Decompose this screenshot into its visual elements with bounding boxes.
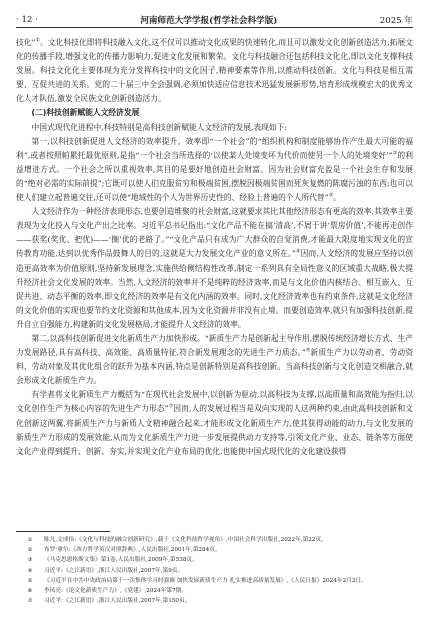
footnote-mark: ⑤ [27,577,33,584]
body-paragraph [16,388,413,458]
publication-year: 2025 年 [379,16,413,26]
footnote-marker: ③ [328,192,334,199]
footnote-text: 《习近平在中共中央政治局第十一次集体学习时强调 加快发展新质生产力 扎实推进高质量发展》,《人民日报》2024年2月2日。 [44,577,367,584]
footnote-mark: ① [27,537,33,543]
journal-title: 河南师范大学学报(哲学社会科学版) [140,16,278,26]
page-number: · 12 · [16,15,38,25]
paragraph-text: 人文经济作为一种经济表现形态,也要创造堆聚的社会财富,这就要求其比其他经济形态有更高的效率,其效率主要表现为文化投入与文化产出之比率。习近平总书记指出:“文化产品不能在搞‘清高’,不屑于讲‘票房价值’,不能再走创作——获奖(奖优、把优)——‘搁’优的老路了。”“文化产品只有成为广大群众的自觉消费,才能最大限度地实现文化的宣传教育功能,达到以优秀作品鼓舞人的目的,这就是大力发展文化产业的意义所在。” [16,207,413,259]
footnote [16,596,413,606]
paragraph-text: 。文化科技化即将科技融入文化,这不仅可以推动文化成果的快速转化,而且可以激发文化创新创造活力,拓展文化的传播手段,增强文化的传播力影响力,促进文化发展和繁荣。文化与科技融合还包括科技文化化,即以文化支撑科技发展。科技文化化主要体现为充分发挥科技中的文化因子,精神要素等作用,以推动科技创新。文化与科技是相互需要、互促共进的关系。党的二十届三中全会强调,必须加快适应信息技术迅猛发展新形势,培育形成规模宏大的优秀文化人才队伍,激发全民族文化创新创造活力。 [16,38,413,104]
paragraph-text: 的利益增进方式。一个社会之所以重视效率,其目的是要好地创造社会财富。因为社会财富充盈是一个社会生存和发展的“绝对必需的实际前提”;它既可以使人们克服贫穷和极端贫困,摆脱因极端贫困而死灰复燃的陈腐污浊的东西;也可以使人们建立起普遍交往,还可以使“地域性的个人为世界历史性的、经验上普遍的个人所代替” [16,150,413,203]
body-paragraph [16,332,413,388]
footnote [16,555,413,565]
paragraph-text: 因而,人文经济的发展应坚持以创造更高效率为价值原则,坚持新发展理念,实施供给侧结构性改革,制定一系列具有全局性意义的区域重大战略,极大提升经济社会文化发展的效率。当然,人文经济的效率并不是纯粹的经济效率,而是与文化价值内核结合、相互嵌入、互促共进、动态平衡的效率,即文化经济的效率是有文化内涵的效率。同时,文化经济效率也有约束条件,这就是文化经济的文化价值的实现也要节约文化资源和其他成本,因为文化资源并非没有止境。而要创造效率,就只有加强科技创新,提升自立自强能力,构建新的文化发展格局,才能提升人文经济的效率。 [16,249,413,329]
footnote-mark: ② [27,547,33,554]
paragraph-text: 中国式现代化进程中,科技特别是高科技创新赋能人文经济的发展,表现如下: [31,122,288,132]
footnote-separator [16,531,110,532]
footnote-mark: ⑥ [27,588,33,595]
body-paragraph [16,135,413,205]
paragraph-text: 技化” [16,38,36,47]
paragraph-text: 新质生产力以劳动者、劳动资料、劳动对象及其优化组合的跃升为基本内涵,特点是创新特别是高科技创新。当高科技创新与文化创造交相融合,就会形成文化新质生产力。 [16,348,413,386]
footnote-marker: ⑦ [168,403,174,410]
running-header [16,13,413,28]
footnote-marker: ⑤ [305,347,311,354]
footnote [16,535,413,545]
footnotes [16,535,413,606]
footnote-marker: ② [392,150,398,157]
body-paragraph [16,205,413,332]
body-paragraph [16,36,413,106]
footnote-text: 陈凡,文成伟:《文化与科技的融合创新研究》,载于《文化科技哲学视角》,中国社会科学出版社,2022年,第22页。 [44,537,327,543]
footnote-mark: ⑦ [27,598,33,605]
paragraph-text: 第二,以高科技创新促进文化新质生产力加快形成。“新质生产力是创新起主导作用,摆脱传统经济增长方式、生产力发展路径,具有高科技、高效能、高质量特征,符合新发展理念的先进生产力质态。” [16,333,413,358]
body-paragraph [16,121,413,135]
footnote-text: 李凤亮:《论文化新质生产力》,《党建》,2024年第7期。 [44,588,188,595]
paragraph-text: 有学者将文化新质生产力概括为“在现代社会发展中,以创新为驱动,以高科技为支撑,以高质量和高效能为指归,以文化创作生产为核心内容的先进生产力形态” [16,390,413,414]
paragraph-text: 因而,人的发展过程当是双向实现的人这两种约束,由此高科技创新和文化创新这两翼,将新质生产力与新质人文精神融合起来,才能形成文化新质生产力,使其获得动能的动力,与文化发展的新质生产力形成的发展效能,从而为文化新质生产力进一步发展提供动力支持等,引领文化产业、业态、链条等方面使文化产业得到提升、创新、夯实,并实现文化产业布局的优化,也能使中国式现代化的文化建设获得 [16,404,413,456]
footnote-text: 习近平:《之江新语》,浙江人民出版社,2007年,第9页。 [44,567,184,574]
footnote-text: 《马克思恩格斯文集》第1卷,人民出版社,2009年,第538页。 [44,557,198,564]
footnote-mark: ③ [27,557,33,564]
paragraph-text: 第一,以科技创新促进人文经济的效率提升。效率即“一个社会”的“组织机构和制度能够协作产生最大可能的福利”,或者按照帕累托最优原则,是指“一个社会当所选择的‘以使某人处境变坏为代价而使另一个人的处境变好’” [16,136,413,160]
footnote [16,586,413,596]
footnote-text: 布罗·拿尔:《西方哲学英汉对照辞典》,人民出版社,2001年,第284页。 [44,547,221,554]
footnote [16,566,413,576]
footnote-marker: ④ [295,248,301,255]
section-heading: (二)科技创新赋能人文经济发展 [31,108,140,118]
footnote-mark: ④ [27,567,33,574]
paragraph-text: 。 [333,193,341,203]
footnote [16,545,413,555]
footnote-text: 习近平:《之江新语》,浙江人民出版社,2007年,第150页。 [44,598,191,605]
footnote-marker: ① [35,37,41,44]
article-body [16,36,413,459]
footnote [16,576,413,586]
